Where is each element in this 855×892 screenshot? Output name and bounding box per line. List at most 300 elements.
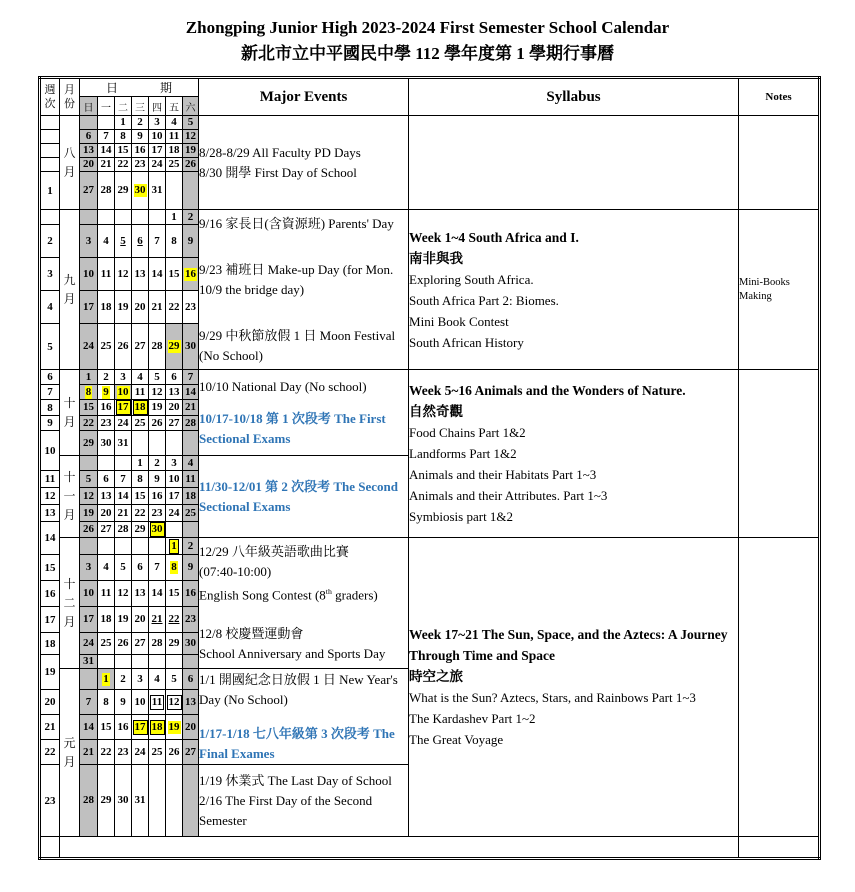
final-merged-cell (60, 837, 739, 859)
date-cell (149, 370, 166, 385)
date-cell (98, 385, 115, 400)
date-number: 7 (154, 234, 160, 247)
date-cell (80, 130, 98, 144)
date-number: 27 (134, 340, 146, 352)
date-number: 19 (185, 144, 197, 156)
calendar-title-en: Zhongping Junior High 2023-2024 First Semester School Calendar (185, 18, 670, 37)
week-number-cell (40, 210, 60, 225)
date-number: 1 (137, 456, 143, 469)
month-column-header: 月 份 (60, 78, 80, 116)
date-cell (183, 225, 199, 258)
date-number: 27 (134, 637, 146, 649)
date-cell (132, 144, 149, 158)
date-number: 25 (168, 158, 180, 170)
date-number: 30 (100, 436, 112, 449)
date-cell (183, 633, 199, 655)
date-number: 25 (185, 506, 197, 519)
syllabus-cell-line: Week 1~4 South Africa and I. (409, 229, 579, 245)
date-number: 26 (168, 745, 180, 758)
date-number: 30 (185, 340, 197, 352)
date-cell (149, 690, 166, 715)
syllabus-cell-line: Week 5~16 Animals and the Wonders of Nature. (409, 383, 686, 398)
date-number: 4 (187, 456, 194, 469)
date-number: 6 (103, 472, 109, 485)
date-cell (149, 522, 166, 538)
date-number: 2 (187, 539, 194, 552)
month-label-cell: 元 月 (60, 669, 80, 837)
date-cell (98, 324, 115, 370)
date-cell (132, 740, 149, 765)
date-cell (183, 210, 199, 225)
date-number: 13 (100, 489, 112, 502)
date-number: 14 (100, 144, 112, 156)
date-number: 13 (185, 695, 197, 708)
date-number: 20 (134, 300, 146, 313)
syllabus-cell-line: 時空之旅 (409, 669, 464, 684)
date-cell (98, 225, 115, 258)
major-events-cell-line: 1/17-1/18 七八年級第 3 次段考 The Final Exames (199, 725, 395, 761)
date-number: 2 (154, 456, 160, 469)
date-cell (132, 456, 149, 471)
calendar-week-row (40, 210, 820, 225)
date-number: 11 (185, 472, 196, 485)
date-number: 19 (117, 300, 129, 313)
date-cell (80, 431, 98, 456)
date-cell (80, 210, 98, 225)
syllabus-cell (409, 116, 739, 210)
calendar-week-row (40, 370, 820, 385)
date-cell (115, 669, 132, 690)
date-cell (166, 210, 183, 225)
date-number: 15 (168, 587, 180, 599)
syllabus-header: Syllabus (409, 78, 739, 116)
date-cell (98, 116, 115, 130)
date-number: 12 (185, 130, 197, 142)
date-number: 18 (168, 144, 180, 156)
date-number: 6 (85, 130, 92, 142)
date-number: 23 (185, 300, 197, 313)
date-cell (132, 172, 149, 210)
date-cell (115, 291, 132, 324)
date-cell (115, 715, 132, 740)
date-cell (115, 555, 132, 581)
date-cell (98, 765, 115, 837)
day-name-header: 五 (166, 97, 183, 116)
date-number: 12 (117, 587, 129, 599)
date-number: 24 (83, 340, 94, 352)
date-number: 2 (103, 370, 109, 383)
date-cell (149, 210, 166, 225)
date-number: 17 (168, 489, 180, 502)
date-cell (115, 740, 132, 765)
syllabus-cell-line: South Africa Part 2: Biomes. (409, 292, 559, 308)
date-cell (132, 522, 149, 538)
date-cell (166, 172, 183, 210)
date-number: 21 (151, 613, 163, 625)
date-cell (115, 144, 132, 158)
date-number: 22 (134, 506, 146, 519)
date-cell (149, 385, 166, 400)
day-name-header: 日 (80, 97, 98, 116)
date-cell (132, 471, 149, 488)
week-number-cell (40, 158, 60, 172)
date-number: 29 (83, 436, 94, 449)
date-number: 30 (134, 184, 146, 196)
date-cell (166, 690, 183, 715)
syllabus-cell-line: 自然奇觀 (409, 404, 464, 419)
date-cell (115, 633, 132, 655)
calendar-week-row (40, 538, 820, 555)
date-number: 26 (151, 416, 163, 429)
date-number: 3 (85, 234, 92, 247)
date-number: 23 (151, 506, 163, 519)
date-cell (98, 431, 115, 456)
date-number: 2 (137, 116, 143, 128)
date-number: 12 (117, 267, 129, 280)
date-cell (132, 555, 149, 581)
syllabus-cell-line: Exploring South Africa. (409, 271, 534, 287)
date-cell (98, 740, 115, 765)
date-cell (132, 370, 149, 385)
date-cell (115, 690, 132, 715)
date-cell (183, 690, 199, 715)
major-events-cell-line: 9/29 中秋節放假 1 日 Moon Festival (No School) (199, 327, 396, 363)
date-number: 3 (154, 116, 160, 128)
date-cell (115, 400, 132, 416)
date-number: 24 (117, 416, 129, 429)
date-number: 1 (120, 116, 126, 128)
date-number: 22 (117, 158, 129, 170)
date-number: 20 (100, 506, 112, 519)
date-cell (132, 416, 149, 431)
date-cell (166, 130, 183, 144)
date-number: 16 (185, 267, 197, 280)
date-cell (183, 431, 199, 456)
date-cell (132, 715, 149, 740)
notes-cell-line: Mini-Books Making (739, 276, 790, 302)
date-number: 21 (83, 745, 94, 758)
date-number: 16 (117, 720, 129, 733)
date-number: 10 (168, 472, 180, 485)
date-cell (166, 144, 183, 158)
week-number-cell: 11 (40, 471, 60, 488)
major-events-cell-line: 8/28-8/29 All Faculty PD Days (199, 144, 361, 160)
major-events-cell-line: 2/16 The First Day of the Second Semester (199, 792, 373, 828)
date-number: 29 (168, 637, 180, 649)
date-number: 31 (117, 436, 129, 449)
date-number: 9 (103, 385, 109, 398)
date-number: 21 (100, 158, 112, 170)
date-number: 8 (85, 385, 92, 398)
date-cell (166, 416, 183, 431)
date-cell (115, 130, 132, 144)
date-number: 6 (187, 672, 194, 685)
date-cell (149, 291, 166, 324)
date-number: 18 (134, 401, 146, 413)
date-cell (149, 669, 166, 690)
date-number: 29 (134, 523, 146, 535)
date-cell (183, 471, 199, 488)
date-cell (80, 669, 98, 690)
day-name-header: 三 (132, 97, 149, 116)
title-block (0, 0, 855, 67)
date-cell (115, 370, 132, 385)
date-cell (115, 431, 132, 456)
date-cell (132, 607, 149, 633)
date-cell (149, 765, 166, 837)
date-cell (183, 607, 199, 633)
date-number: 28 (117, 523, 129, 535)
day-name-header: 六 (183, 97, 199, 116)
date-number: 8 (171, 561, 177, 573)
date-number: 7 (85, 695, 92, 708)
date-cell (166, 555, 183, 581)
week-column-header: 週 次 (40, 78, 60, 116)
date-cell (80, 538, 98, 555)
week-number-cell: 21 (40, 715, 60, 740)
date-cell (166, 324, 183, 370)
date-number: 14 (117, 489, 129, 502)
date-number: 11 (100, 587, 112, 599)
date-cell (149, 158, 166, 172)
date-number: 1 (85, 370, 92, 383)
date-cell (183, 740, 199, 765)
date-number: 5 (120, 561, 126, 573)
date-number: 8 (171, 234, 177, 247)
date-cell (115, 655, 132, 669)
date-cell (149, 655, 166, 669)
major-events-cell (199, 765, 409, 837)
date-number: 14 (151, 267, 163, 280)
date-cell (183, 116, 199, 130)
date-number: 31 (151, 184, 163, 196)
date-number: 19 (83, 506, 94, 519)
date-cell (80, 715, 98, 740)
date-number: 26 (185, 158, 197, 170)
date-cell (183, 581, 199, 607)
date-number: 16 (134, 144, 146, 156)
date-cell (149, 456, 166, 471)
date-cell (183, 144, 199, 158)
date-cell (98, 538, 115, 555)
date-number: 8 (103, 695, 109, 708)
date-cell (166, 505, 183, 522)
date-cell (149, 538, 166, 555)
date-number: 23 (185, 613, 197, 625)
date-number: 16 (151, 489, 163, 502)
date-number: 12 (168, 695, 180, 708)
date-number: 4 (171, 116, 177, 128)
date-cell (115, 488, 132, 505)
date-number: 5 (120, 234, 126, 247)
date-cell (98, 715, 115, 740)
date-cell (98, 456, 115, 471)
date-cell (132, 505, 149, 522)
date-cell (80, 324, 98, 370)
date-cell (149, 431, 166, 456)
date-cell (166, 158, 183, 172)
date-cell (166, 669, 183, 690)
date-cell (166, 370, 183, 385)
week-number-cell: 1 (40, 172, 60, 210)
day-name-header: 二 (115, 97, 132, 116)
date-cell (80, 633, 98, 655)
major-events-cell (199, 210, 409, 370)
date-number: 23 (134, 158, 146, 170)
date-cell (98, 144, 115, 158)
date-cell (80, 291, 98, 324)
date-cell (115, 258, 132, 291)
week-number-cell: 18 (40, 633, 60, 655)
date-cell (183, 324, 199, 370)
date-cell (149, 324, 166, 370)
date-cell (98, 400, 115, 416)
syllabus-cell-line: Symbiosis part 1&2 (409, 509, 514, 524)
date-number: 9 (120, 695, 126, 708)
major-events-cell-line: 9/23 補班日 Make-up Day (for Mon. 10/9 the bridge day) (199, 261, 394, 297)
date-number: 11 (100, 267, 112, 280)
date-number: 25 (100, 637, 112, 649)
date-cell (80, 416, 98, 431)
date-cell (80, 505, 98, 522)
date-cell (115, 210, 132, 225)
date-number: 9 (137, 130, 143, 142)
date-number: 15 (168, 267, 180, 280)
date-cell (115, 505, 132, 522)
date-cell (98, 505, 115, 522)
week-number-cell: 7 (40, 385, 60, 400)
date-number: 15 (83, 401, 94, 413)
date-cell (80, 370, 98, 385)
week-number-cell: 8 (40, 400, 60, 416)
date-cell (80, 581, 98, 607)
date-cell (98, 522, 115, 538)
date-cell (149, 740, 166, 765)
notes-cell (739, 837, 820, 859)
date-cell (149, 144, 166, 158)
date-cell (183, 669, 199, 690)
date-cell (149, 471, 166, 488)
date-cell (98, 488, 115, 505)
date-cell (132, 669, 149, 690)
date-cell (80, 456, 98, 471)
date-number: 27 (100, 523, 112, 535)
month-label-cell: 八 月 (60, 116, 80, 210)
date-cell (132, 324, 149, 370)
date-number: 31 (134, 794, 146, 806)
date-cell (80, 158, 98, 172)
date-cell (80, 690, 98, 715)
date-cell (149, 400, 166, 416)
calendar-week-row (40, 116, 820, 130)
date-cell (98, 581, 115, 607)
date-cell (115, 607, 132, 633)
date-cell (115, 456, 132, 471)
major-events-cell-line: English Song Contest (8th graders) (199, 587, 378, 603)
week-number-cell (40, 130, 60, 144)
date-number: 5 (154, 370, 160, 383)
notes-cell (739, 210, 820, 370)
date-number: 2 (120, 672, 126, 685)
date-number: 24 (151, 158, 163, 170)
month-label-cell: 十 一 月 (60, 456, 80, 538)
syllabus-cell-line: The Kardashev Part 1~2 (409, 711, 536, 726)
week-number-cell: 13 (40, 505, 60, 522)
major-events-header: Major Events (199, 78, 409, 116)
date-label-right: 期 (160, 81, 173, 95)
date-number: 31 (83, 655, 94, 667)
date-cell (166, 258, 183, 291)
date-cell (98, 370, 115, 385)
date-cell (115, 116, 132, 130)
week-number-cell: 20 (40, 690, 60, 715)
date-number: 15 (100, 720, 112, 733)
date-number: 10 (83, 267, 94, 280)
date-number: 11 (134, 385, 146, 398)
date-number: 10 (151, 130, 163, 142)
date-number: 5 (187, 116, 194, 128)
date-cell (115, 385, 132, 400)
date-number: 22 (100, 745, 112, 758)
date-number: 26 (117, 637, 129, 649)
date-number: 4 (137, 370, 143, 383)
date-cell (166, 522, 183, 538)
date-number: 11 (168, 130, 180, 142)
date-cell (166, 291, 183, 324)
date-number: 17 (83, 613, 94, 625)
date-cell (115, 225, 132, 258)
date-number: 29 (117, 184, 129, 196)
date-cell (80, 607, 98, 633)
date-cell (80, 471, 98, 488)
week-number-cell: 19 (40, 655, 60, 690)
date-cell (132, 116, 149, 130)
date-cell (183, 258, 199, 291)
date-cell (183, 538, 199, 555)
date-cell (183, 555, 199, 581)
date-number: 28 (151, 637, 163, 649)
date-cell (149, 555, 166, 581)
week-number-cell: 2 (40, 225, 60, 258)
date-cell (166, 765, 183, 837)
date-cell (80, 655, 98, 669)
date-number: 10 (83, 587, 94, 599)
date-number: 7 (187, 370, 194, 383)
date-number: 20 (185, 720, 197, 733)
date-number: 16 (100, 401, 112, 413)
date-cell (166, 581, 183, 607)
date-number: 8 (120, 130, 126, 142)
major-events-cell-line: School Anniversary and Sports Day (199, 645, 386, 661)
major-events-cell-line: 12/29 八年級英語歌曲比賽 (199, 544, 349, 560)
date-cell (132, 210, 149, 225)
final-empty-row (40, 837, 820, 859)
date-cell (132, 633, 149, 655)
date-cell (132, 158, 149, 172)
date-number: 18 (100, 613, 112, 625)
date-number: 4 (103, 561, 109, 573)
date-cell (80, 172, 98, 210)
date-number: 23 (117, 745, 129, 758)
date-number: 14 (83, 720, 94, 733)
date-number: 10 (134, 695, 146, 708)
date-cell (166, 431, 183, 456)
date-number: 7 (120, 472, 126, 485)
date-number: 6 (171, 370, 177, 383)
date-cell (98, 690, 115, 715)
date-number: 25 (100, 340, 112, 352)
week-number-cell: 23 (40, 765, 60, 837)
